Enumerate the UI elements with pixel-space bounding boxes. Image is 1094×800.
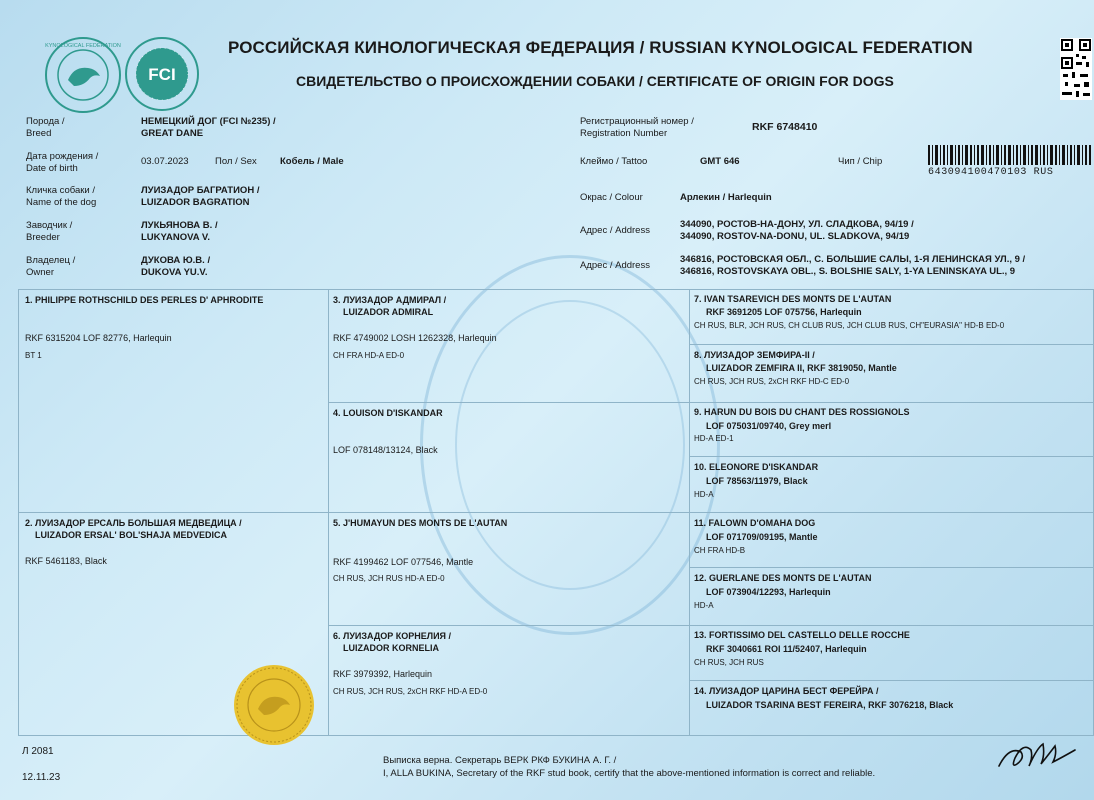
ped-12-reg: LOF 073904/12293, Harlequin bbox=[706, 587, 831, 597]
ped-6-name-ru: 6. ЛУИЗАДОР КОРНЕЛИЯ / bbox=[333, 631, 452, 641]
pedigree-4 bbox=[328, 402, 690, 513]
sex-label: Пол / Sex bbox=[215, 156, 257, 167]
ped-7-reg: RKF 3691205 LOF 075756, Harlequin bbox=[706, 307, 862, 317]
name-label-en: Name of the dog bbox=[26, 197, 97, 208]
ped-14-reg: LUIZADOR TSARINA BEST FEREIRA, RKF 3076218, Black bbox=[706, 700, 954, 710]
breeder-value-en: LUKYANOVA V. bbox=[141, 232, 210, 243]
fci-logo-text: FCI bbox=[148, 65, 176, 84]
owner-label-ru: Владелец / bbox=[26, 255, 76, 266]
ped-5-name: 5. J'HUMAYUN DES MONTS DE L'AUTAN bbox=[333, 518, 508, 528]
chip-label: Чип / Chip bbox=[838, 156, 883, 167]
breed-label-en: Breed bbox=[26, 128, 52, 139]
pedigree-8 bbox=[689, 344, 1094, 403]
breeder-address-ru: 344090, РОСТОВ-НА-ДОНУ, УЛ. СЛАДКОВА, 94/19 / bbox=[680, 219, 914, 230]
ped-6-name-en: LUIZADOR KORNELIA bbox=[343, 643, 439, 653]
ped-6-titles: CH RUS, JCH RUS, 2xCH RKF HD-A ED-0 bbox=[333, 687, 488, 696]
ped-9-name: 9. HARUN DU BOIS DU CHANT DES ROSSIGNOLS bbox=[694, 407, 910, 417]
signature-icon bbox=[995, 728, 1080, 773]
ped-3-reg: RKF 4749002 LOSH 1262328, Harlequin bbox=[333, 333, 497, 343]
ped-2-name-en: LUIZADOR ERSAL' BOL'SHAJA MEDVEDICA bbox=[35, 530, 227, 540]
tattoo-label: Клеймо / Tattoo bbox=[580, 156, 648, 167]
ped-8-name: 8. ЛУИЗАДОР ЗЕМФИРА-II / bbox=[694, 350, 815, 360]
pedigree-6 bbox=[328, 625, 690, 736]
breeder-label-en: Breeder bbox=[26, 232, 60, 243]
pedigree-9 bbox=[689, 402, 1094, 457]
certification-en: I, ALLA BUKINA, Secretary of the RKF stud book, certify that the above-mentioned information is correct and reliable. bbox=[383, 768, 876, 779]
sex-value: Кобель / Male bbox=[280, 156, 344, 167]
reg-value: RKF 6748410 bbox=[752, 121, 818, 133]
issue-date: 12.11.23 bbox=[22, 772, 61, 783]
ped-4-name: 4. LOUISON D'ISKANDAR bbox=[333, 408, 443, 418]
ped-4-reg: LOF 078148/13124, Black bbox=[333, 445, 438, 455]
pedigree-12 bbox=[689, 567, 1094, 626]
ped-8-reg: LUIZADOR ZEMFIRA II, RKF 3819050, Mantle bbox=[706, 363, 897, 373]
ped-5-titles: CH RUS, JCH RUS HD-A ED-0 bbox=[333, 574, 445, 583]
name-value-ru: ЛУИЗАДОР БАГРАТИОН / bbox=[141, 185, 260, 196]
breed-value-en: GREAT DANE bbox=[141, 128, 204, 139]
owner-value-ru: ДУКОВА Ю.В. / bbox=[141, 255, 211, 266]
ped-3-titles: CH FRA HD-A ED-0 bbox=[333, 351, 405, 360]
gold-seal-icon bbox=[232, 663, 316, 747]
tattoo-value: GMT 646 bbox=[700, 156, 740, 167]
ped-10-name: 10. ELEONORE D'ISKANDAR bbox=[694, 462, 819, 472]
ped-11-reg: LOF 071709/09195, Mantle bbox=[706, 532, 818, 542]
breeder-value-ru: ЛУКЬЯНОВА В. / bbox=[141, 220, 218, 231]
dob-label-ru: Дата рождения / bbox=[26, 151, 99, 162]
ped-9-reg: LOF 075031/09740, Grey merl bbox=[706, 421, 832, 431]
fci-logo-icon bbox=[124, 36, 200, 112]
ped-1-name: 1. PHILIPPE ROTHSCHILD DES PERLES D' APHRODITE bbox=[25, 295, 264, 305]
reg-label-en: Registration Number bbox=[580, 128, 668, 139]
ped-2-reg: RKF 5461183, Black bbox=[25, 556, 107, 566]
ped-7-name: 7. IVAN TSAREVICH DES MONTS DE L'AUTAN bbox=[694, 294, 892, 304]
owner-address-en: 346816, ROSTOVSKAYA OBL., S. BOLSHIE SALY, 1-YA LENINSKAYA UL., 9 bbox=[680, 266, 1016, 277]
chip-value: 643094100470103 RUS bbox=[928, 167, 1054, 178]
breed-value-ru: НЕМЕЦКИЙ ДОГ (FCI №235) / bbox=[141, 116, 276, 127]
chip-barcode-icon bbox=[928, 145, 1092, 165]
pedigree-5 bbox=[328, 512, 690, 626]
pedigree-11 bbox=[689, 512, 1094, 568]
ped-12-name: 12. GUERLANE DES MONTS DE L'AUTAN bbox=[694, 573, 872, 583]
doc-number: Л 2081 bbox=[22, 746, 54, 757]
ped-5-reg: RKF 4199462 LOF 077546, Mantle bbox=[333, 557, 474, 567]
ped-1-titles: BT 1 bbox=[25, 351, 42, 360]
dob-label-en: Date of birth bbox=[26, 163, 78, 174]
ped-3-name-en: LUIZADOR ADMIRAL bbox=[343, 307, 434, 317]
colour-label: Окрас / Colour bbox=[580, 192, 643, 203]
colour-value: Арлекин / Harlequin bbox=[680, 192, 772, 203]
ped-2-name-ru: 2. ЛУИЗАДОР ЕРСАЛЬ БОЛЬШАЯ МЕДВЕДИЦА / bbox=[25, 518, 242, 528]
pedigree-3 bbox=[328, 289, 690, 403]
ped-10-reg: LOF 78563/11979, Black bbox=[706, 476, 808, 486]
pedigree-sire bbox=[18, 289, 329, 513]
ped-3-name-ru: 3. ЛУИЗАДОР АДМИРАЛ / bbox=[333, 295, 447, 305]
ped-14-name: 14. ЛУИЗАДОР ЦАРИНА БЕСТ ФЕРЕЙРА / bbox=[694, 686, 879, 696]
page-title: РОССИЙСКАЯ КИНОЛОГИЧЕСКАЯ ФЕДЕРАЦИЯ / RUSSIAN KYNOLOGICAL FEDERATION bbox=[228, 38, 973, 57]
certification-ru: Выписка верна. Секретарь ВЕРК РКФ БУКИНА А. Г. / bbox=[383, 755, 617, 766]
ped-12-titles: HD-A bbox=[694, 601, 714, 610]
breed-label-ru: Порода / bbox=[26, 116, 65, 127]
rkf-logo-icon bbox=[44, 36, 122, 114]
pedigree-7 bbox=[689, 289, 1094, 345]
qr-code-icon bbox=[1060, 38, 1092, 100]
owner-label-en: Owner bbox=[26, 267, 54, 278]
breeder-label-ru: Заводчик / bbox=[26, 220, 73, 231]
ped-13-titles: CH RUS, JCH RUS bbox=[694, 658, 764, 667]
owner-address-label: Адрес / Address bbox=[580, 260, 650, 271]
owner-value-en: DUKOVA YU.V. bbox=[141, 267, 208, 278]
breeder-address-en: 344090, ROSTOV-NA-DONU, UL. SLADKOVA, 94/19 bbox=[680, 231, 910, 242]
pedigree-10 bbox=[689, 456, 1094, 513]
breeder-address-label: Адрес / Address bbox=[580, 225, 650, 236]
ped-13-name: 13. FORTISSIMO DEL CASTELLO DELLE ROCCHE bbox=[694, 630, 910, 640]
rkf-logo-text: KYNOLOGICAL FEDERATION bbox=[45, 43, 121, 49]
pedigree-13 bbox=[689, 625, 1094, 681]
name-label-ru: Кличка собаки / bbox=[26, 185, 96, 196]
dob-value: 03.07.2023 bbox=[141, 156, 189, 167]
ped-10-titles: HD-A bbox=[694, 490, 714, 499]
ped-8-titles: CH RUS, JCH RUS, 2xCH RKF HD-C ED-0 bbox=[694, 377, 850, 386]
ped-7-titles: CH RUS, BLR, JCH RUS, CH CLUB RUS, JCH CLUB RUS, CH"EURASIA" HD-B ED-0 bbox=[694, 321, 1005, 330]
page-subtitle: СВИДЕТЕЛЬСТВО О ПРОИСХОЖДЕНИИ СОБАКИ / CERTIFICATE OF ORIGIN FOR DOGS bbox=[296, 73, 894, 89]
reg-label-ru: Регистрационный номер / bbox=[580, 116, 694, 127]
owner-address-ru: 346816, РОСТОВСКАЯ ОБЛ., С. БОЛЬШИЕ САЛЫ, 1-Я ЛЕНИНСКАЯ УЛ., 9 / bbox=[680, 254, 1026, 265]
ped-6-reg: RKF 3979392, Harlequin bbox=[333, 669, 433, 679]
ped-13-reg: RKF 3040661 ROI 11/52407, Harlequin bbox=[706, 644, 867, 654]
ped-11-name: 11. FALOWN D'OMAHA DOG bbox=[694, 518, 816, 528]
name-value-en: LUIZADOR BAGRATION bbox=[141, 197, 250, 208]
ped-1-reg: RKF 6315204 LOF 82776, Harlequin bbox=[25, 333, 172, 343]
ped-11-titles: CH FRA HD-B bbox=[694, 546, 746, 555]
ped-9-titles: HD-A ED-1 bbox=[694, 434, 734, 443]
